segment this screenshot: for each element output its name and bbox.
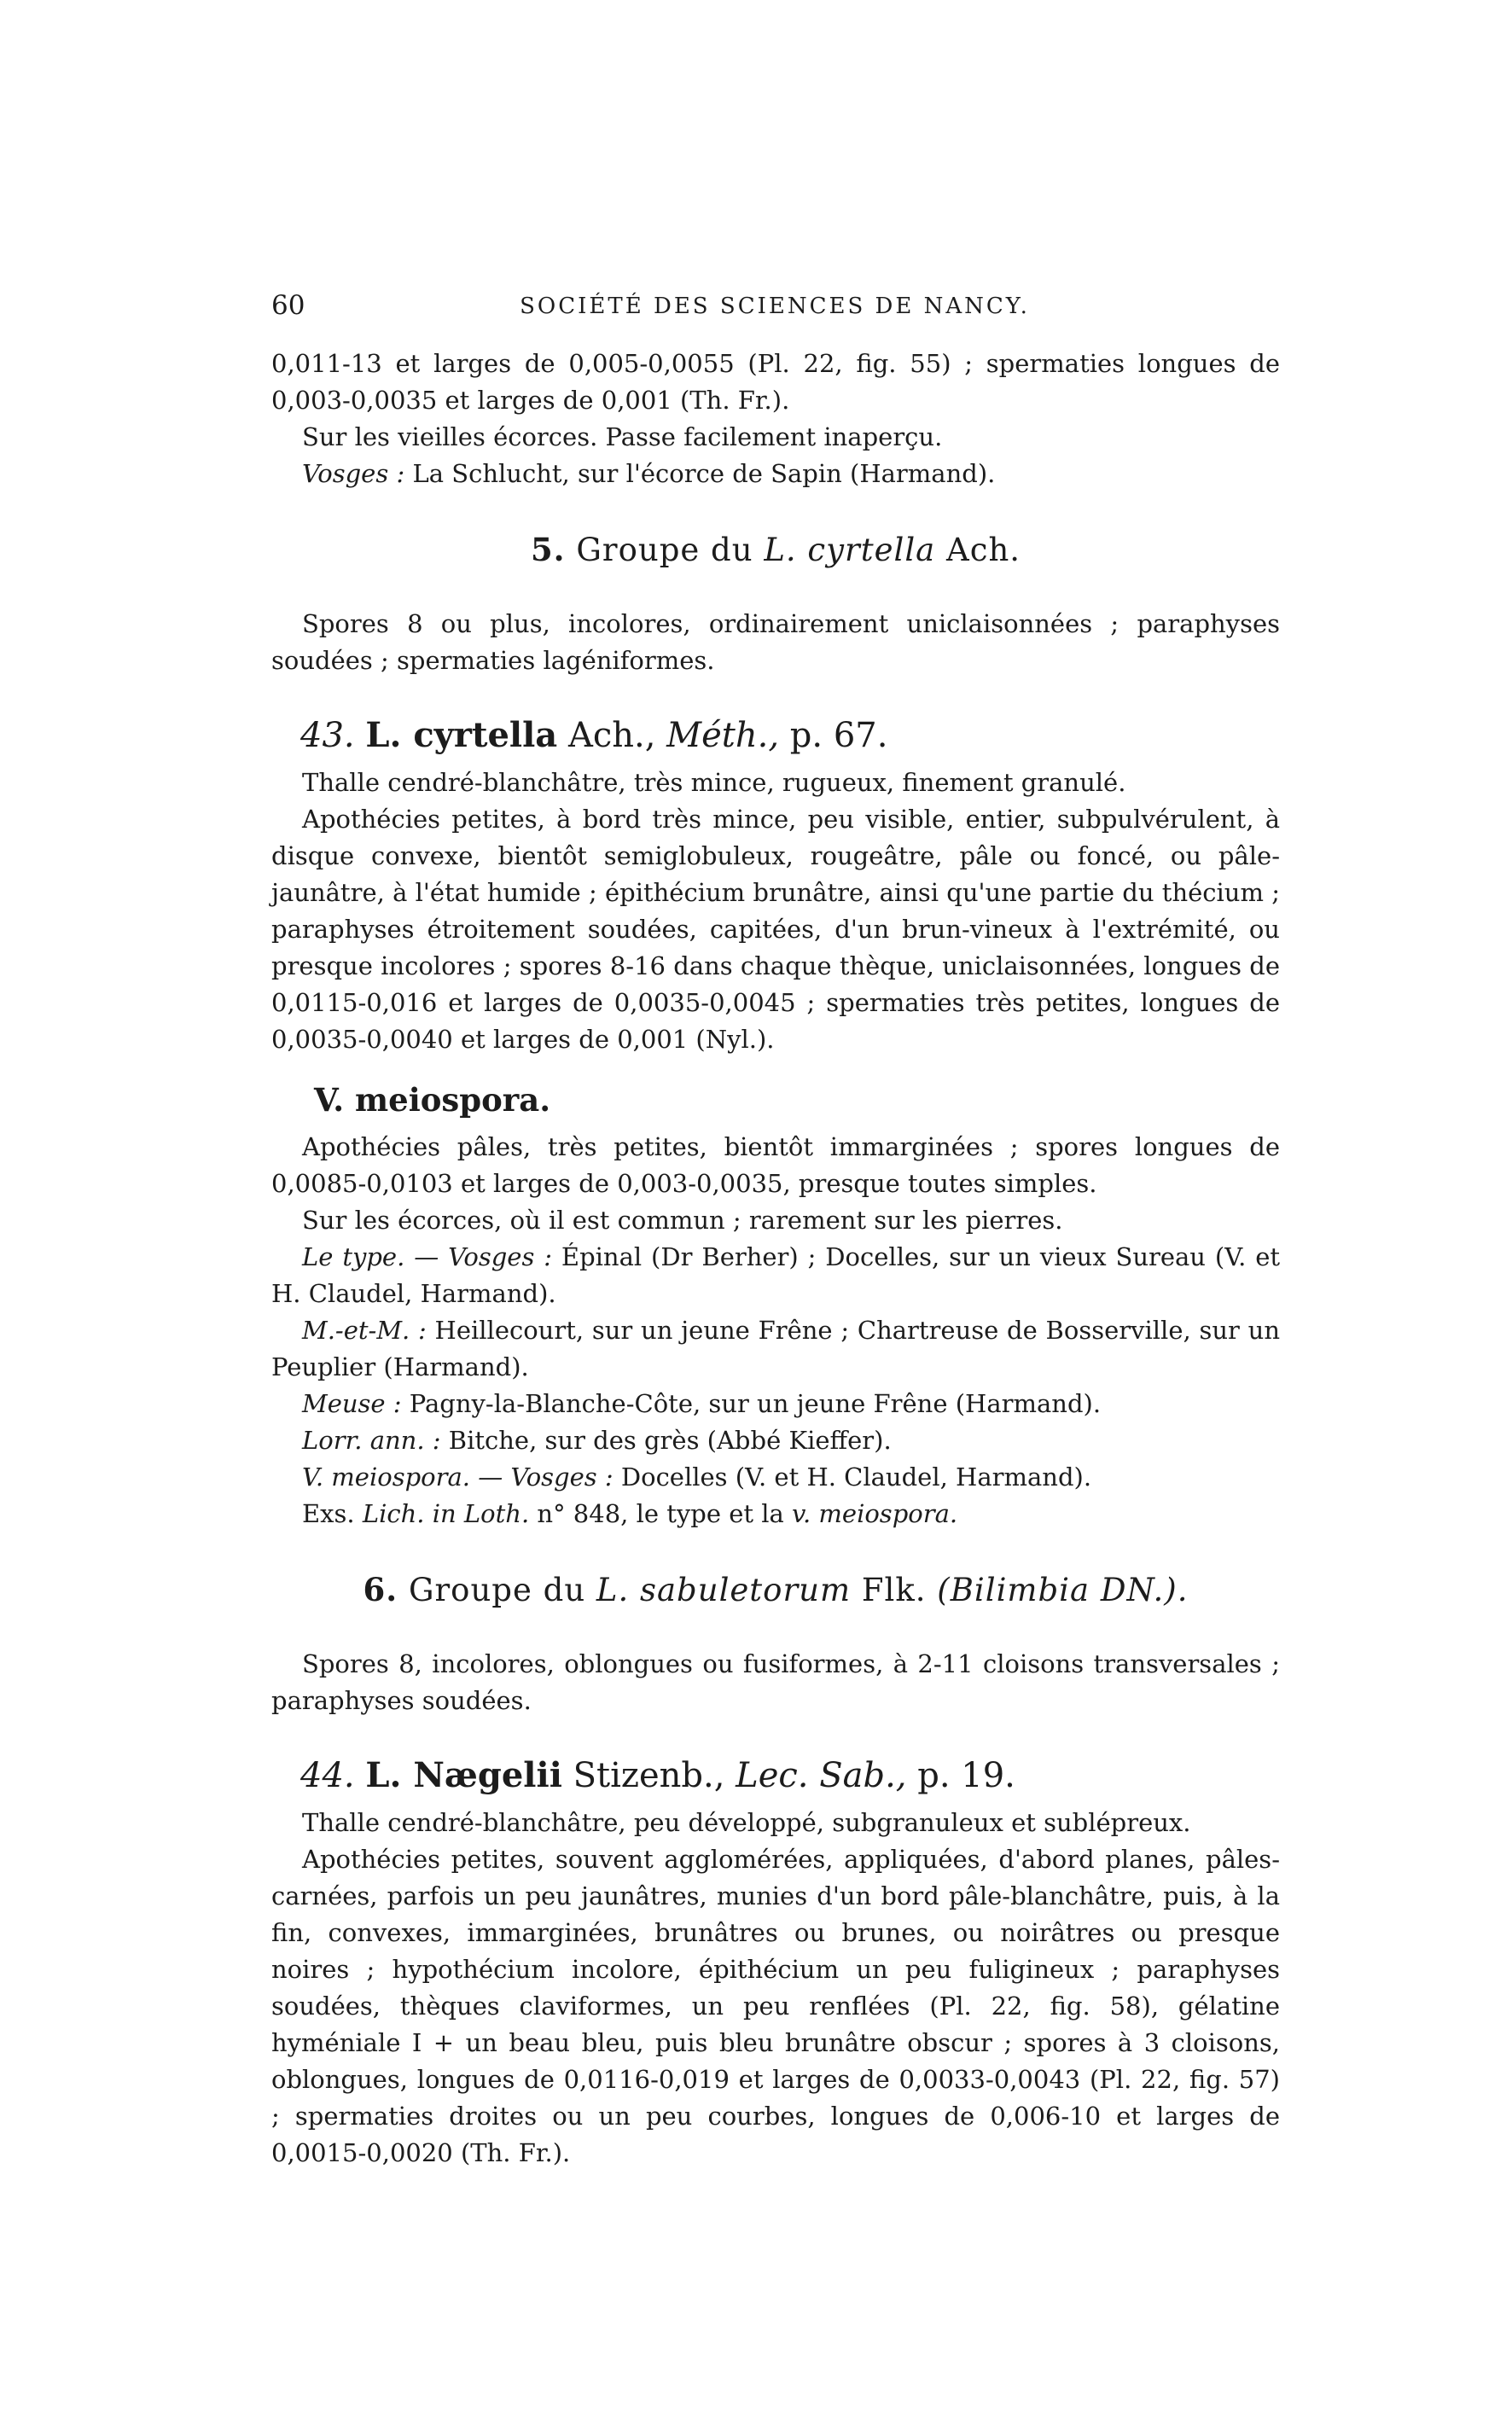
locality-4-label: Lorr. ann. :: [302, 1426, 441, 1455]
exsiccata: [271, 1496, 1280, 1532]
species43-number: 43.: [300, 716, 355, 755]
intro-habitat: Sur les vieilles écorces. Passe facilement inaperçu.: [302, 422, 943, 451]
species43-author: Ach.,: [567, 716, 656, 755]
group5-author: Ach.: [946, 532, 1021, 568]
species44-heading: [300, 1757, 1280, 1794]
species43-ref: Méth.,: [666, 716, 780, 755]
exsiccata-ref: Lich. in Loth.: [362, 1499, 530, 1528]
running-title: SOCIÉTÉ DES SCIENCES DE NANCY.: [520, 294, 1030, 319]
page-number: 60: [271, 290, 305, 321]
group5-heading: [271, 532, 1280, 568]
locality-1-label: Le type. — Vosges :: [302, 1242, 552, 1271]
species43-name: L. cyrtella: [365, 715, 558, 755]
group5-number: 5.: [530, 531, 566, 568]
exsiccata-variety: v. meiospora.: [792, 1499, 958, 1528]
species43-apothecies: Apothécies petites, à bord très mince, peu visible, entier, subpulvérulent, à disque convexe, bientôt semiglobuleux, rougeâtre, pâle ou foncé, ou pâle-jaunâtre, à l'état humide ; épithécium brunâtre, ainsi qu'une partie du thécium ; paraphyses étroitement soudées, capitées, d'un brun-vineux à l'extrémité, ou presque incolores ; spores 8-16 dans chaque thèque, uniclaisonnées, longues de 0,0115-0,016 et larges de 0,0035-0,0045 ; spermaties très petites, longues de 0,0035-0,0040 et larges de 0,001 (Nyl.).: [271, 805, 1280, 1054]
group6-genus: L. sabuletorum: [596, 1572, 852, 1608]
species44-page: p. 19.: [917, 1756, 1015, 1795]
intro-loc-region: Vosges :: [302, 459, 405, 488]
page-body: [271, 346, 1280, 2172]
locality-4: [271, 1422, 1280, 1459]
species44-ref: Lec. Sab.,: [736, 1756, 907, 1795]
intro-locality: [271, 456, 1280, 492]
group5-prefix: Groupe du: [576, 532, 753, 568]
intro-loc-text: La Schlucht, sur l'écorce de Sapin (Harmand).: [412, 459, 996, 488]
locality-5: [271, 1459, 1280, 1496]
species44-author: Stizenb.,: [573, 1756, 725, 1795]
intro-paragraph: 0,011-13 et larges de 0,005-0,0055 (Pl. 22, fig. 55) ; spermaties longues de 0,003-0,0035 et larges de 0,001 (Th. Fr.).: [271, 349, 1280, 415]
species44-name: L. Nægelii: [365, 1755, 562, 1795]
page-header: [271, 290, 1278, 324]
species44-thalle: Thalle cendré-blanchâtre, peu développé, subgranuleux et sublépreux.: [302, 1808, 1191, 1837]
exsiccata-text: n° 848, le type et la: [537, 1499, 784, 1528]
locality-4-text: Bitche, sur des grès (Abbé Kieffer).: [448, 1426, 892, 1455]
locality-2-label: M.-et-M. :: [302, 1316, 427, 1345]
species43-thalle: Thalle cendré-blanchâtre, très mince, rugueux, finement granulé.: [302, 768, 1126, 797]
locality-3-text: Pagny-la-Blanche-Côte, sur un jeune Frêne (Harmand).: [409, 1389, 1102, 1418]
locality-3-label: Meuse :: [302, 1389, 402, 1418]
group6-prefix: Groupe du: [408, 1572, 586, 1608]
locality-1: [271, 1239, 1280, 1312]
locality-5-label: V. meiospora. — Vosges :: [302, 1462, 614, 1492]
group6-heading: [271, 1572, 1280, 1608]
group5-description: Spores 8 ou plus, incolores, ordinairement uniclaisonnées ; paraphyses soudées ; spermaties lagéniformes.: [271, 609, 1280, 675]
exsiccata-prefix: Exs.: [302, 1499, 355, 1528]
species44-apothecies: Apothécies petites, souvent agglomérées, appliquées, d'abord planes, pâles-carnées, parfois un peu jaunâtres, munies d'un bord pâle-blanchâtre, puis, à la fin, convexes, immarginées, brunâtres ou brunes, ou noirâtres ou presque noires ; hypothécium incolore, épithécium un peu fuligineux ; paraphyses soudées, thèques claviformes, un peu renflées (Pl. 22, fig. 58), gélatine hyméniale I + un beau bleu, puis bleu brunâtre obscur ; spores à 3 cloisons, oblongues, longues de 0,0116-0,019 et larges de 0,0033-0,0043 (Pl. 22, fig. 57) ; spermaties droites ou un peu courbes, longues de 0,006-10 et larges de 0,0015-0,0020 (Th. Fr.).: [271, 1845, 1280, 2167]
species43-heading: [300, 717, 1280, 754]
locality-5-text: Docelles (V. et H. Claudel, Harmand).: [620, 1462, 1092, 1492]
species43-page: p. 67.: [789, 716, 888, 755]
group6-description: Spores 8, incolores, oblongues ou fusiformes, à 2-11 cloisons transversales ; paraphyses soudées.: [271, 1649, 1280, 1715]
locality-3: [271, 1386, 1280, 1422]
species44-number: 44.: [300, 1756, 355, 1795]
variety-description: Apothécies pâles, très petites, bientôt immarginées ; spores longues de 0,0085-0,0103 et larges de 0,003-0,0035, presque toutes simples.: [271, 1132, 1280, 1198]
locality-2-text: Heillecourt, sur un jeune Frêne ; Chartreuse de Bosserville, sur un Peuplier (Harmand).: [271, 1316, 1280, 1381]
locality-2: [271, 1312, 1280, 1386]
group6-author: Flk.: [861, 1572, 927, 1608]
group5-genus: L. cyrtella: [764, 532, 936, 568]
locality-1-text: Épinal (Dr Berher) ; Docelles, sur un vieux Sureau (V. et H. Claudel, Harmand).: [271, 1242, 1281, 1308]
group6-number: 6.: [363, 1571, 398, 1608]
variety-habitat: Sur les écorces, où il est commun ; rarement sur les pierres.: [302, 1206, 1063, 1235]
variety-meiospora-heading: V. meiospora.: [314, 1081, 551, 1119]
group6-paren: (Bilimbia DN.).: [937, 1572, 1189, 1608]
